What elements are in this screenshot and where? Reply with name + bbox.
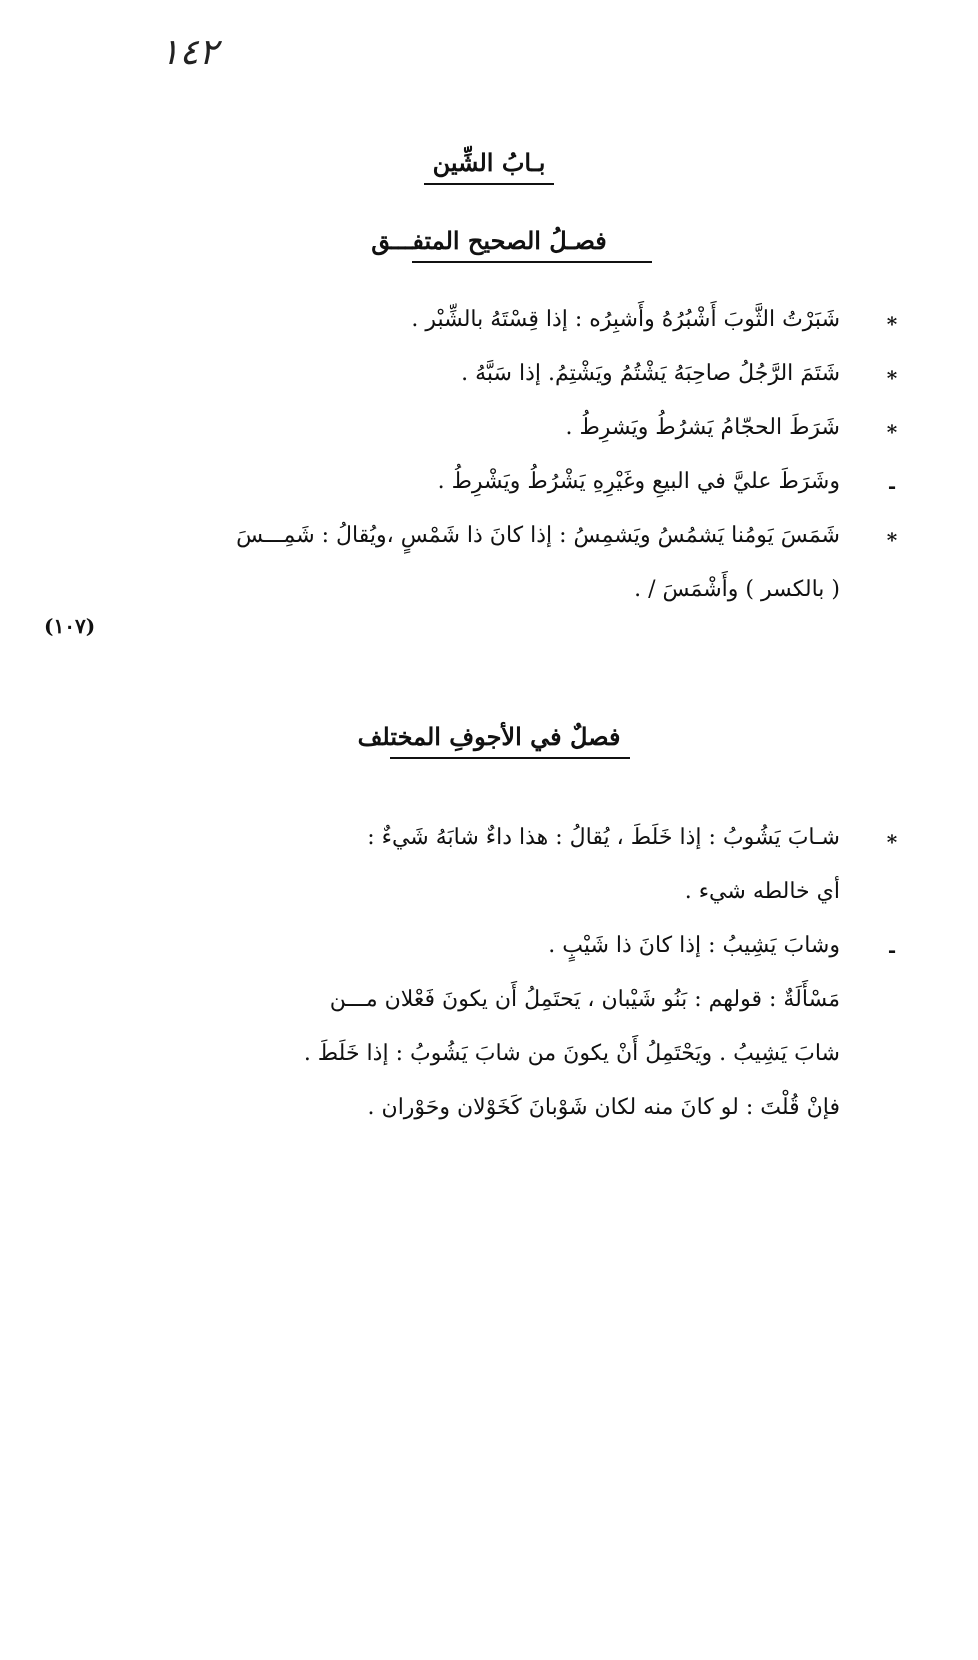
- entry-line: وشابَ يَشِيبُ : إذا كانَ ذا شَيْبٍ .: [548, 933, 840, 958]
- question-line: فإنْ قُلْتَ : لو كانَ منه لكان شَوْبانَ كَخَوْلان وحَوْران .: [367, 1095, 840, 1120]
- page-number: ١٤٢: [160, 32, 219, 73]
- entry-line: شَبَرْتُ الثَّوبَ أَشْبُرُهُ وأَشبِرُه : إذا قِسْتَهُ بالشِّبْر .: [411, 307, 840, 332]
- entry-continuation: ( بالكسر ) وأَشْمَسَ / .: [634, 577, 840, 602]
- chapter-heading-text: بـابُ الشِّين: [432, 148, 546, 177]
- star-marker: *: [886, 528, 898, 552]
- entry-continuation: أي خالطه شيء .: [684, 879, 840, 904]
- heading-underline: [412, 261, 652, 263]
- chapter-heading: [0, 148, 978, 185]
- question-line: مَسْأَلَةٌ : قولهم : بَنُو شَيْبان ، يَحتَمِلُ أَن يكونَ فَعْلان مـــن: [329, 987, 840, 1012]
- entry-line: شـابَ يَشُوبُ : إذا خَلَطَ ، يُقالُ : هذا داءٌ شابَهُ شَيءٌ :: [367, 825, 840, 850]
- entry-line: وشَرَطَ عليَّ في البيعِ وغَيْرِهِ يَشْرُطُ ويَشْرِطُ .: [437, 469, 840, 494]
- star-marker: *: [886, 366, 898, 390]
- section-heading-sahih: [0, 226, 978, 263]
- entry-line: شَمَسَ يَومُنا يَشمُسُ ويَشمِسُ : إذا كانَ ذا شَمْسٍ ،ويُقالُ : شَمِـــسَ: [236, 523, 840, 548]
- star-marker: *: [886, 830, 898, 854]
- dash-marker: -: [887, 938, 897, 962]
- heading-underline: [390, 757, 630, 759]
- margin-reference-number: (١٠٧): [44, 614, 96, 638]
- section-heading-text: فصـلُ الصحيح المتفـــق: [371, 226, 607, 255]
- dash-marker: -: [887, 474, 897, 498]
- question-line: شابَ يَشِيبُ . ويَحْتَمِلُ أَنْ يكونَ من شابَ يَشُوبُ : إذا خَلَطَ .: [303, 1041, 840, 1066]
- section-heading-ajwaf: [0, 722, 978, 759]
- section-heading-text: فصلٌ في الأجوفِ المختلف: [357, 722, 621, 751]
- entry-line: شَتَمَ الرَّجُلُ صاحِبَهُ يَشْتُمُ ويَشْتِمُ. إذا سَبَّهُ .: [461, 361, 840, 386]
- star-marker: *: [886, 420, 898, 444]
- entry-line: شَرَطَ الحجّامُ يَشرُطُ ويَشرِطُ .: [565, 415, 840, 440]
- star-marker: *: [886, 312, 898, 336]
- heading-underline: [424, 183, 554, 185]
